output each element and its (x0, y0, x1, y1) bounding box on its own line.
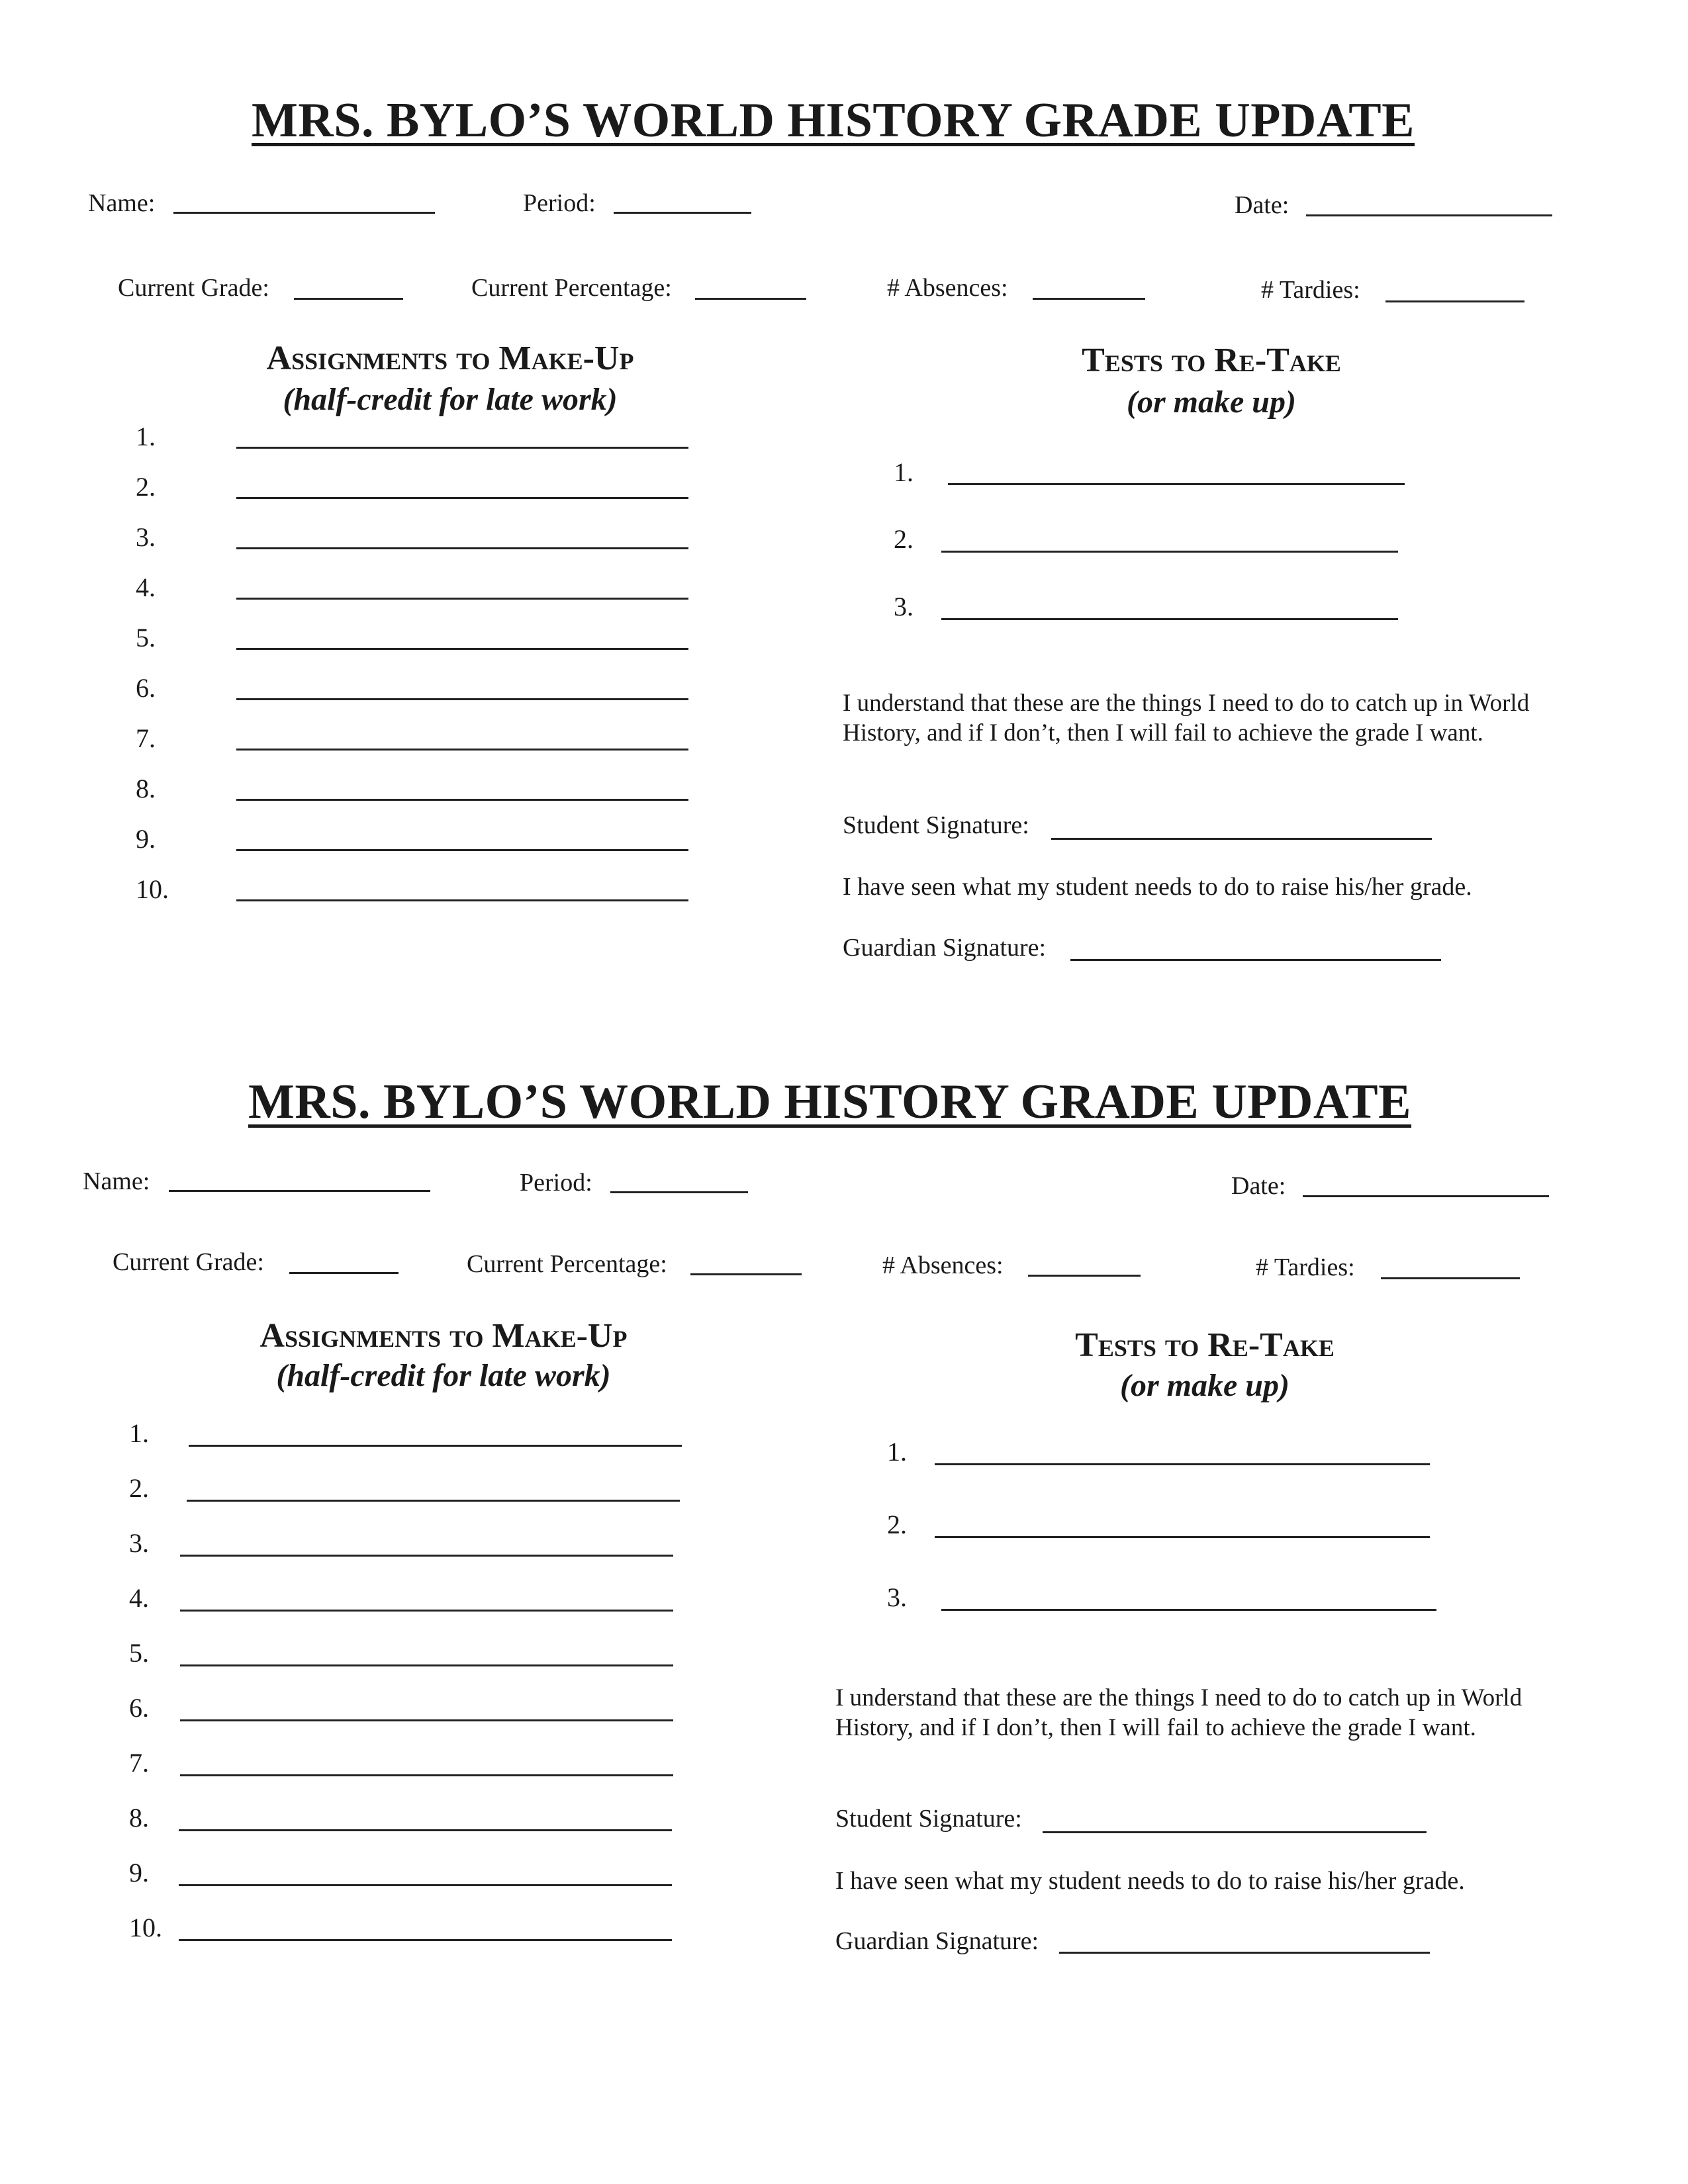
current-grade-field-line[interactable] (289, 1272, 399, 1274)
tests-heading: Tests to Re-Take (1082, 341, 1341, 379)
assignment-number: 6. (129, 1693, 149, 1723)
name-label: Name: (88, 189, 156, 217)
assignment-number: 1. (136, 422, 156, 451)
assignment-number: 4. (136, 572, 156, 602)
grade-update-form (0, 0, 1688, 979)
assignment-line[interactable] (236, 799, 688, 801)
current-grade-field-line[interactable] (294, 298, 403, 300)
assignment-line[interactable] (180, 1555, 673, 1557)
student-signature-label: Student Signature: (835, 1805, 1022, 1833)
test-number: 2. (894, 524, 914, 554)
name-field-line[interactable] (173, 212, 435, 214)
assignment-line[interactable] (180, 1610, 673, 1612)
absences-label: # Absences: (882, 1251, 1004, 1279)
assignments-subheading: (half-credit for late work) (283, 382, 618, 417)
assignment-line[interactable] (236, 698, 688, 700)
date-label: Date: (1231, 1172, 1286, 1200)
absences-field-line[interactable] (1028, 1275, 1141, 1277)
assignment-line[interactable] (187, 1500, 680, 1502)
tardies-field-line[interactable] (1381, 1277, 1520, 1279)
absences-label: # Absences: (887, 274, 1008, 302)
assignment-number: 3. (129, 1528, 149, 1558)
current-percentage-field-line[interactable] (695, 298, 806, 300)
assignment-number: 10. (136, 874, 169, 904)
assignment-number: 3. (136, 522, 156, 552)
tardies-label: # Tardies: (1261, 276, 1360, 304)
student-signature-label: Student Signature: (843, 811, 1029, 839)
assignment-line[interactable] (180, 1774, 673, 1776)
test-number: 1. (887, 1437, 907, 1467)
assignment-number: 8. (129, 1803, 149, 1833)
assignment-line[interactable] (179, 1939, 672, 1941)
assignment-number: 10. (129, 1913, 162, 1942)
assignments-heading: Assignments to Make-Up (259, 1317, 628, 1355)
guardian-statement: I have seen what my student needs to do to raise his/her grade. (843, 873, 1472, 901)
agreement-text: I understand that these are the things I need to do to catch up in World History, and if I don’t, then I will fail to achieve the grade I want. (835, 1684, 1523, 1741)
assignment-number: 1. (129, 1418, 149, 1448)
assignment-number: 2. (129, 1473, 149, 1503)
date-label: Date: (1235, 191, 1289, 219)
student-signature-line[interactable] (1043, 1831, 1427, 1833)
tests-heading: Tests to Re-Take (1075, 1326, 1335, 1364)
current-percentage-label: Current Percentage: (467, 1250, 667, 1278)
test-line[interactable] (941, 551, 1398, 553)
grade-update-form (0, 978, 1688, 1958)
form-title: MRS. BYLO’S WORLD HISTORY GRADE UPDATE (248, 1075, 1412, 1129)
name-label: Name: (83, 1167, 150, 1195)
assignment-line[interactable] (179, 1884, 672, 1886)
date-field-line[interactable] (1303, 1195, 1549, 1197)
test-line[interactable] (941, 1609, 1436, 1611)
assignment-line[interactable] (236, 849, 688, 851)
guardian-signature-line[interactable] (1059, 1952, 1430, 1954)
assignment-line[interactable] (189, 1445, 682, 1447)
assignment-number: 7. (129, 1748, 149, 1778)
period-field-line[interactable] (610, 1191, 748, 1193)
assignment-line[interactable] (180, 1664, 673, 1666)
period-field-line[interactable] (614, 212, 751, 214)
assignment-line[interactable] (236, 899, 688, 901)
assignment-number: 5. (129, 1638, 149, 1668)
assignment-line[interactable] (180, 1719, 673, 1721)
assignments-subheading: (half-credit for late work) (276, 1358, 611, 1393)
assignment-number: 9. (136, 824, 156, 854)
current-grade-label: Current Grade: (113, 1248, 264, 1276)
assignment-number: 5. (136, 623, 156, 653)
assignment-line[interactable] (179, 1829, 672, 1831)
agreement-text: I understand that these are the things I need to do to catch up in World History, and if I don’t, then I will fail to achieve the grade I want. (843, 690, 1530, 747)
period-label: Period: (520, 1169, 592, 1197)
assignment-line[interactable] (236, 648, 688, 650)
period-label: Period: (523, 189, 596, 217)
test-line[interactable] (948, 483, 1405, 485)
assignment-number: 4. (129, 1583, 149, 1613)
date-field-line[interactable] (1306, 214, 1552, 216)
guardian-signature-label: Guardian Signature: (843, 934, 1047, 962)
assignment-line[interactable] (236, 598, 688, 600)
assignment-number: 9. (129, 1858, 149, 1888)
tests-subheading: (or make up) (1127, 385, 1296, 420)
assignment-line[interactable] (236, 749, 688, 751)
guardian-statement: I have seen what my student needs to do to raise his/her grade. (835, 1867, 1465, 1895)
assignment-number: 6. (136, 673, 156, 703)
assignment-number: 7. (136, 723, 156, 753)
form-title: MRS. BYLO’S WORLD HISTORY GRADE UPDATE (252, 93, 1415, 148)
assignments-heading: Assignments to Make-Up (266, 340, 634, 377)
student-signature-line[interactable] (1051, 838, 1432, 840)
current-percentage-label: Current Percentage: (471, 274, 672, 302)
current-grade-label: Current Grade: (118, 274, 269, 302)
test-number: 1. (894, 457, 914, 487)
test-line[interactable] (935, 1536, 1430, 1538)
test-line[interactable] (941, 618, 1398, 620)
assignment-line[interactable] (236, 547, 688, 549)
guardian-signature-label: Guardian Signature: (835, 1927, 1039, 1955)
current-percentage-field-line[interactable] (690, 1273, 802, 1275)
assignment-number: 8. (136, 774, 156, 803)
name-field-line[interactable] (169, 1190, 430, 1192)
assignment-line[interactable] (236, 447, 688, 449)
tests-subheading: (or make up) (1120, 1368, 1289, 1403)
tardies-field-line[interactable] (1385, 300, 1524, 302)
test-number: 2. (887, 1510, 907, 1539)
test-number: 3. (894, 592, 914, 621)
test-line[interactable] (935, 1463, 1430, 1465)
absences-field-line[interactable] (1033, 298, 1145, 300)
tardies-label: # Tardies: (1256, 1253, 1355, 1281)
test-number: 3. (887, 1582, 907, 1612)
guardian-signature-line[interactable] (1070, 959, 1441, 961)
assignment-number: 2. (136, 472, 156, 502)
assignment-line[interactable] (236, 497, 688, 499)
